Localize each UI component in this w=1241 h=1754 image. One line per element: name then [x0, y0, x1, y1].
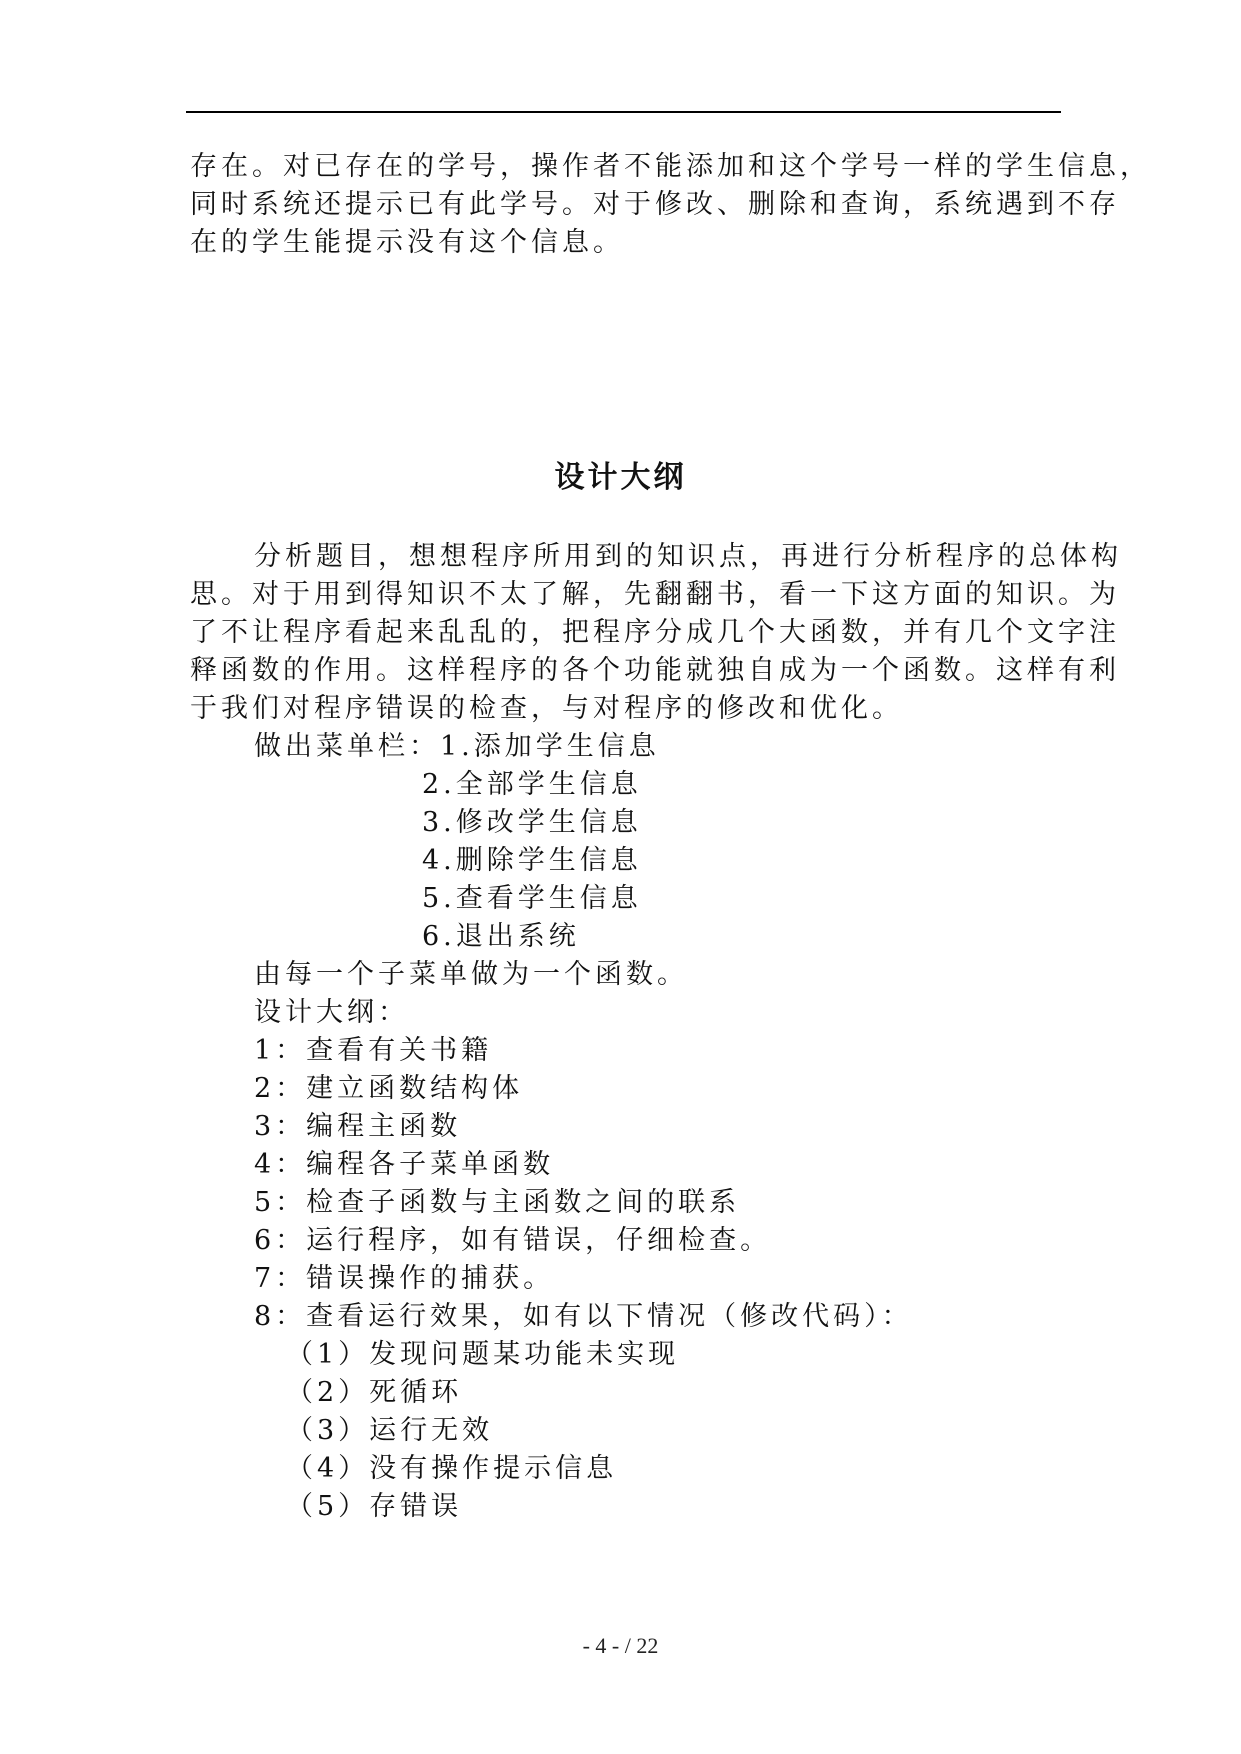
outline-line: 由每一个子菜单做为一个函数。 [254, 959, 688, 990]
outline-line: 3：编程主函数 [254, 1111, 462, 1142]
sub-item: （2）死循环 [286, 1377, 463, 1408]
list-item: 5.查看学生信息 [422, 883, 642, 914]
menu-lead-line: 做出菜单栏：1.添加学生信息 [254, 731, 660, 762]
outline-line: 设计大纲： [254, 997, 409, 1028]
paragraph-line: 了不让程序看起来乱乱的，把程序分成几个大函数，并有几个文字注 [190, 617, 1120, 648]
sub-item-list [286, 1336, 679, 1526]
sub-item: （3）运行无效 [286, 1415, 494, 1446]
header-rule [186, 111, 1061, 113]
outline-list [254, 956, 913, 1336]
section-title: 设计大纲 [554, 460, 687, 495]
paragraph-line: 分析题目，想想程序所用到的知识点，再进行分析程序的总体构 [254, 541, 1122, 572]
paragraph-line: 释函数的作用。这样程序的各个功能就独自成为一个函数。这样有利 [190, 655, 1120, 686]
continued-paragraph [190, 148, 1151, 262]
outline-line: 5：检查子函数与主函数之间的联系 [254, 1187, 741, 1218]
list-item: 6.退出系统 [422, 921, 580, 952]
outline-line: 6：运行程序，如有错误，仔细检查。 [254, 1225, 772, 1256]
paragraph-line: 在的学生能提示没有这个信息。 [190, 227, 624, 258]
sub-item: （4）没有操作提示信息 [286, 1453, 618, 1484]
outline-line: 2：建立函数结构体 [254, 1073, 524, 1104]
list-item: 3.修改学生信息 [422, 807, 642, 838]
list-item: 4.删除学生信息 [422, 845, 642, 876]
outline-line: 1：查看有关书籍 [254, 1035, 493, 1066]
paragraph-line: 思。对于用到得知识不太了解，先翻翻书，看一下这方面的知识。为 [190, 579, 1120, 610]
list-item: 2.全部学生信息 [422, 769, 642, 800]
intro-paragraph [190, 538, 1122, 728]
outline-line: 4：编程各子菜单函数 [254, 1149, 555, 1180]
outline-line: 7：错误操作的捕获。 [254, 1263, 555, 1294]
menu-lead [254, 728, 660, 766]
menu-list [422, 766, 642, 956]
sub-item: （5）存错误 [286, 1491, 463, 1522]
sub-item: （1）发现问题某功能未实现 [286, 1339, 680, 1370]
paragraph-line: 存在。对已存在的学号，操作者不能添加和这个学号一样的学生信息， [190, 151, 1151, 182]
paragraph-line: 于我们对程序错误的检查，与对程序的修改和优化。 [190, 693, 903, 724]
paragraph-line: 同时系统还提示已有此学号。对于修改、删除和查询，系统遇到不存 [190, 189, 1120, 220]
page-number: - 4 - / 22 [582, 1633, 659, 1658]
outline-line: 8：查看运行效果，如有以下情况（修改代码）： [254, 1301, 913, 1332]
